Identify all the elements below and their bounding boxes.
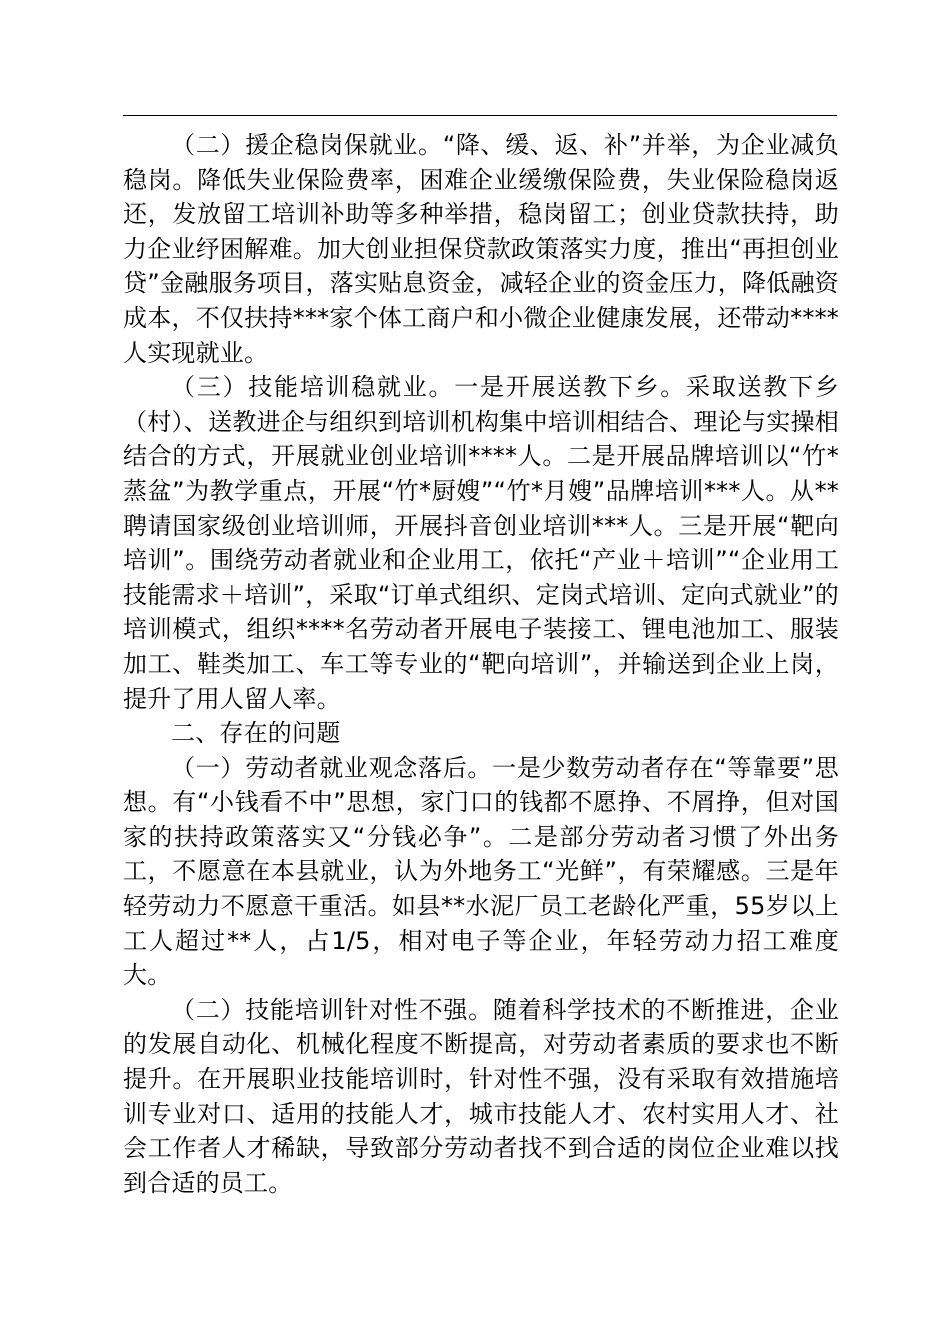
paragraph-stabilize-jobs: （二）援企稳岗保就业。“降、缓、返、补”并举，为企业减负稳岗。降低失业保险费率，困难企业缓缴保险费，失业保险稳岗返还，发放留工培训补助等多种举措，稳岗留工；创业贷款扶持，助力企业纾困解难。加大创业担保贷款政策落实力度，推出“再担创业贷”金融服务项目，落实贴息资金，减轻企业的资金压力，降低融资成本，不仅扶持***家个体工商户和小微企业健康发展，还带动****人实现就业。	[123, 131, 839, 367]
document-body	[123, 128, 839, 1200]
paragraph-skills-training: （三）技能培训稳就业。一是开展送教下乡。采取送教下乡（村）、送教进企与组织到培训机构集中培训相结合、理论与实操相结合的方式，开展就业创业培训****人。二是开展品牌培训以“竹*蒸盆”为教学重点，开展“竹*厨嫂”“竹*月嫂”品牌培训***人。从**聘请国家级创业培训师，开展抖音创业培训***人。三是开展“靶向培训”。围绕劳动者就业和企业用工，依托“产业＋培训”“企业用工技能需求＋培训”，采取“订单式组织、定岗式培训、定向式就业”的培训模式，组织****名劳动者开展电子装接工、锂电池加工、服装加工、鞋类加工、车工等专业的“靶向培训”，并输送到企业上岗，提升了用人留人率。	[123, 373, 839, 713]
paragraph-training-targeting: （二）技能培训针对性不强。随着科学技术的不断推进，企业的发展自动化、机械化程度不断提高，对劳动者素质的要求也不断提升。在开展职业技能培训时，针对性不强，没有采取有效措施培训专业对口、适用的技能人才，城市技能人才、农村实用人才、社会工作者人才稀缺，导致部分劳动者找不到合适的岗位企业难以找到合适的员工。	[123, 995, 839, 1197]
header-rule	[123, 115, 837, 116]
paragraph-employment-attitude: （一）劳动者就业观念落后。一是少数劳动者存在“等靠要”思想。有“小钱看不中”思想，家门口的钱都不愿挣、不屑挣，但对国家的扶持政策落实又“分钱必争”。二是部分劳动者习惯了外出务工，不愿意在本县就业，认为外地务工“光鲜”，有荣耀感。三是年轻劳动力不愿意干重活。如县**水泥厂员工老龄化严重，55岁以上工人超过**人，占1/5，相对电子等企业，年轻劳动力招工难度大。	[123, 753, 839, 990]
section-heading-problems: 二、存在的问题	[171, 719, 341, 748]
